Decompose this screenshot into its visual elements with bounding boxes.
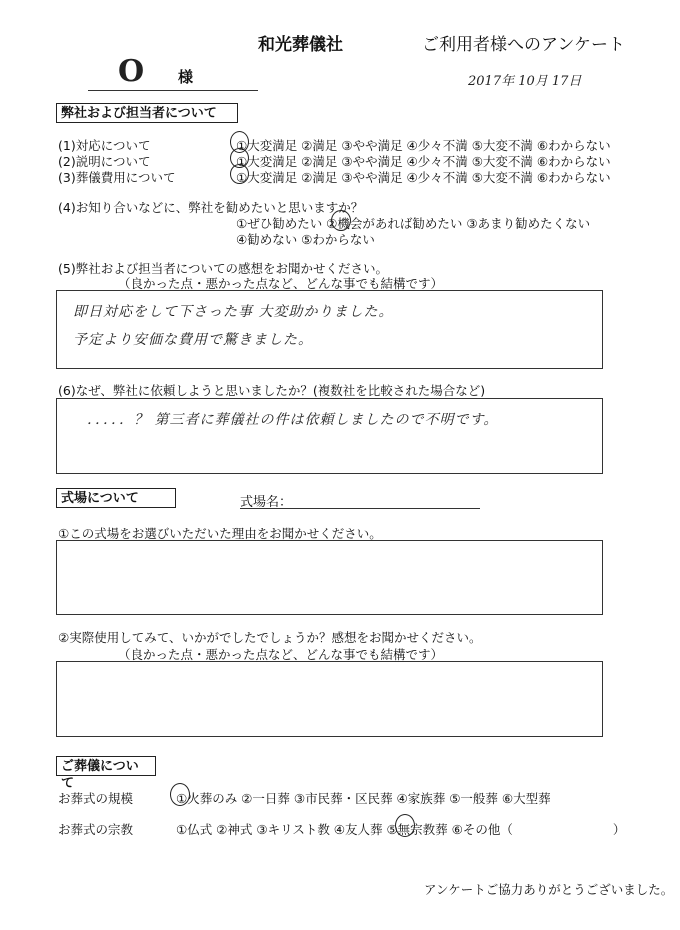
honorific: 様: [178, 68, 194, 86]
answer-circle-scale: [170, 783, 190, 806]
q3-label: (3)葬儀費用について: [58, 170, 176, 185]
customer-name: O: [118, 54, 145, 89]
survey-date: 2017年 10月 17日: [468, 74, 582, 89]
q5-answer-line1: 即日対応をして下さった事 大変助かりました。: [73, 304, 394, 320]
funeral-religion-options: ①仏式 ②神式 ③キリスト教 ④友人葬 ⑤無宗教葬 ⑥その他（ ）: [176, 822, 626, 837]
q6-answer: ．．．．．？ 第三者に葬儀社の件は依頼しましたので不明です。: [87, 412, 499, 428]
funeral-scale-label: お葬式の規模: [58, 791, 134, 806]
venue-name-underline: [240, 508, 480, 509]
section-title-venue: 式場について: [56, 488, 176, 508]
venue-q1-answer-box[interactable]: [56, 540, 603, 615]
q1-options: ①大変満足 ②満足 ③やや満足 ④少々不満 ⑤大変不満 ⑥わからない: [236, 138, 611, 153]
q4-label: (4)お知り合いなどに、弊社を勧めたいと思いますか？: [58, 200, 364, 215]
name-underline: [88, 90, 258, 91]
section-title-funeral: ご葬儀について: [56, 756, 156, 776]
q1-label: (1)対応について: [58, 138, 151, 153]
q5-answer-line2: 予定より安価な費用で驚きました。: [73, 332, 313, 348]
answer-circle-q4: [331, 210, 351, 231]
section-title-staff: 弊社および担当者について: [56, 103, 238, 123]
survey-title: ご利用者様へのアンケート: [422, 35, 625, 55]
company-name: 和光葬儀社: [258, 35, 343, 55]
venue-q2-label: ②実際使用してみて、いかがでしたでしょうか？感想をお聞かせください。: [58, 630, 482, 645]
venue-q1-label: ①この式場をお選びいただいた理由をお聞かせください。: [58, 526, 382, 541]
q3-options: ①大変満足 ②満足 ③やや満足 ④少々不満 ⑤大変不満 ⑥わからない: [236, 170, 611, 185]
q4-options-line2: ④勧めない ⑤わからない: [236, 232, 375, 247]
thanks-message: アンケートご協力ありがとうございました。: [424, 882, 674, 897]
q2-label: (2)説明について: [58, 154, 151, 169]
venue-q2-sub: （良かった点・悪かった点など、どんな事でも結構です）: [118, 647, 444, 662]
q4-options-line1: ①ぜひ勧めたい ②機会があれば勧めたい ③あまり勧めたくない: [236, 216, 591, 231]
answer-circle-religion: [395, 814, 415, 837]
q5-answer-box[interactable]: [56, 290, 603, 369]
q5-sub: （良かった点・悪かった点など、どんな事でも結構です）: [118, 276, 444, 291]
q5-label: (5)弊社および担当者についての感想をお聞かせください。: [58, 261, 388, 276]
answer-circle-q3: [230, 164, 249, 184]
funeral-religion-label: お葬式の宗教: [58, 822, 134, 837]
funeral-scale-options: ①火葬のみ ②一日葬 ③市民葬・区民葬 ④家族葬 ⑤一般葬 ⑥大型葬: [176, 791, 551, 806]
q6-label: (6)なぜ、弊社に依頼しようと思いましたか？(複数社を比較された場合など): [58, 383, 486, 398]
q2-options: ①大変満足 ②満足 ③やや満足 ④少々不満 ⑤大変不満 ⑥わからない: [236, 154, 611, 169]
q6-answer-box[interactable]: [56, 398, 603, 474]
venue-name-label: 式場名：: [240, 495, 293, 510]
venue-q2-answer-box[interactable]: [56, 661, 603, 737]
